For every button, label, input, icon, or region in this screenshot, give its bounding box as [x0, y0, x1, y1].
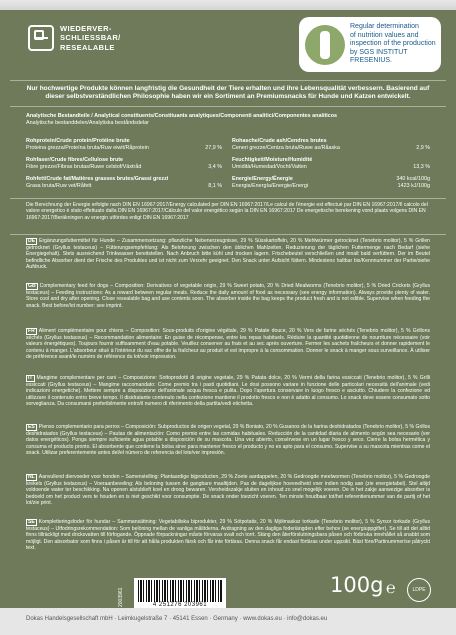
nutrition-right	[232, 138, 430, 190]
analytics-header-line2: Analytische bestanddelen/Analytiska beståndsdelar	[26, 119, 149, 126]
registration-line1: Regular determination	[350, 23, 419, 31]
divider	[10, 234, 446, 235]
sgs-logo-icon	[305, 25, 345, 65]
barcode-bars-icon	[138, 580, 222, 602]
nutrition-row: Rohasche/Crude ash/Cendres brutes Ceneri grezze/Ceniza bruta/Ruwe as/Råaska 2,9 %	[232, 138, 430, 151]
divider	[10, 106, 446, 107]
nutrition-left	[26, 138, 222, 190]
nutrition-row: Rohfett/Crude fat/Matières grasses brutes/Grassi grezzi Grasa bruta/Ruw vet/Råfett 8,1 %	[26, 176, 222, 189]
recycling-label: LDPE	[412, 587, 426, 593]
nutrition-row: Rohprotein/Crude protein/Protéine brute Proteina grezza/Proteína bruta/Ruw eiwit/Råprotein 27,9 %	[26, 138, 222, 151]
lang-block-it: IT Mangime complementare per cani – Composizione: Sottoprodotti di origine vegetale, 29 % Patata dolce, 20 % Vermi della farina essiccati (Tenebrio molitor), 5 % Grilli essiccati (Gryllus testaceus) – Mangime raccomandato: Come premio tra i pasti quotidiani. Le dosi possono variare in funzione delle particolari necessità dell'animale (vedi indicazioni energetiche). Mettere sempre a disposizione dell'animale acqua fresca e pulita. Dopo l'apertura conservare in luogo fresco e asciutto. Chiudere la confezione ed utilizzare il contenuto entro breve tempo. Il disidratante contenuto nella confezione mantiene il prodotto fresco e non è adatto al consumo. Lo snack deve essere consumato sotto sorveglianza. Da consumarsi preferibilmente entro/il numero di riferimento della partita/vedi etichetta.	[26, 375, 430, 407]
barcode-number: 4 251276 203961	[152, 602, 208, 608]
nutrition-row: Energie/Energy/Énergie Energia/Energía/Energie/Energi 340 kcal/100g 1423 kJ/100g	[232, 176, 430, 189]
net-weight: 100g	[330, 573, 384, 597]
divider	[10, 198, 446, 199]
lot-code: 2003961	[118, 587, 124, 607]
lang-block-es: ES Pienso complementario para perros – Composición: Subproductos de origen vegetal, 29 % Boniato, 20 % Gusanos de la harina deshidratados (Tenebrio molitor), 5 % Grillos deshidratados (Gryllus testaceus) – Pautas de alimentación: Como premio entre las comidas habituales. Reducción de la cantidad diaria de alimento según sea necesario (ver datos energéticos). Ponga siempre suficiente agua potable a disposición de su mascota. Una vez abierto, consérvese en un lugar fresco y seco. Cierre la bolsa hermética y consuma el producto pronto. El absorbente que contiene la bolsa sirve para mantener fresco el producto y no es apto para el consumo. Supervise a su mascota mientras come el snack. Utilizar preferentemente antes del/el número de referencia del lote/ver impresión.	[26, 424, 430, 456]
reseal-line2: SCHLIESSBAR/	[60, 33, 121, 43]
barcode	[134, 578, 226, 610]
manufacturer-address: Dokas Handelsgesellschaft mbH · Leimkugelstraße 7 · 45141 Essen · Germany · www.dokas.eu · info@dokas.eu	[26, 616, 328, 622]
estimated-sign-icon: ℮	[386, 580, 396, 597]
lang-block-se: SE Kompletteringsfoder för hundar – Sammansättning: Vegetabiliska biprodukter, 29 % Sötpotatis, 20 % Mjölmaskar torkade (Tenebrio molitor), 5 % Syrsor torkade (Gryllus testaceus) – Utfodringsrekommendation: Som belöning mellan de vanliga målitderna. Avdragning av den dagliga foderiängden efter behov (se energiuppgifter). Se till att det alltid finns tillräckligt med dricksvatten till förfogande. Öppnade förpackningar måste förvaras svalt och torrt. Stäng den återförslutningsbara påsen och förbruka innehållet så snabbt som möjligt. Den absorbator som finns i påsen är till för att hålla produkten färsk och får inte förtäras. Denna snack får endast förtäras under uppsikt. Bäst före/Partinummer/se påtryckt text.	[26, 519, 430, 551]
nutrition-row: Feuchtigkeit/Moisture/Humidité Umidità/Humedad/Vocht/Vatten 13,3 %	[232, 157, 430, 170]
lang-block-gb: GB Complementary feed for dogs – Composition: Derivatives of vegetable origin, 29 % Sweet potato, 20 % Dried Mealworms (Tenebrio molitor), 5 % Dried Crickets (Gryllus testaceus) – Feeding instructions: As a reward between regular meals. Reduce the daily amount of food as necessary (see energy information). Always provide plenty of water. Store cool and dry after opening. Close resealable bag and use contents soon. The absorber inside the bag keeps the product fresh and is not edible. Supervise when feeding the snack. Best before/lot number: see imprint.	[26, 283, 430, 309]
resealable-badge	[28, 15, 143, 61]
reseal-line3: RESEALABLE	[60, 42, 115, 52]
analytics-header-line1: Analytische Bestandteile / Analytical constituents/Constituants analytiques/Componenti analitici/Componentes analíticos	[26, 113, 338, 119]
registration-line3: inspection of the production	[350, 40, 436, 48]
lang-block-fr: FR Aliment complémentaire pour chiens – Composition: Sous-produits d'origine végétale, 29 % Patate douce, 20 % Vers de farine séchés (Tenebrio molitor), 5 % Grillons séchés (Gryllus testaceus) – Recommandation alimentaire: En guise de récompense, entre les repas habituels. Réduire la quantité quotidienne de nourriture nécessaire (voir valeurs énergétiques). Toujours fournir suffisamment d'eau potable. Veuillez conserver au frais et au sec après ouverture. Fermer les sachets fraîcheurs et donner rapidement le contenu à manger. L'absorbeur situé à l'intérieur du sac offre de la fraîcheur au produit et est impropre à la consommation. Donner le snack à manger sous surveillance. À utiliser de préférence avant/le numéro de référence du lot/voir impression.	[26, 328, 430, 360]
lang-block-nl: NL Aanvullend diervoeder voor honden – Samenstelling: Plantaardige bijproducten, 29 % Zoete aardappelen, 20 % Gedroogde meelwormen (Tenebrio molitor), 5 % Gedroogde krekels (Gryllus testaceus) – Voeraanbeveling: Als beloning tussen de gangbare maaltijden. Pas de dagelijkse hoeveelheid voer indien nodig aan (zie energietabel). Stel altijd voldoende water ter beschikking. Na openen alstublieft koel en droog bewaren. Versheidszakje sluiten en inhoud zo snel mogelijk voeren. De in het zakje aanwezige absorber is bedoeld om het product vers te houden en is niet geschikt voor consumptie. De snack onder toezicht voeren. Ten minste houdbaar tot/het referentienummer van de partij of het lot/zie print.	[26, 474, 430, 506]
divider	[10, 80, 446, 81]
recycling-icon	[407, 578, 431, 602]
reseal-line1: WIEDERVER-	[60, 23, 112, 33]
registration-line2: of nutrition values and	[350, 31, 419, 39]
energy-note: Die Berechnung der Energie erfolgte nach DIN EN 16967:2017/Energy calculated per DIN EN 16967:2017/Le calcul de l'énergie est effectué par DIN EN 16967:2017/Il calcolo del valore energetico è stato effettuato dalla DIN EN 16967:2017/Cálculo del valor energético según la DIN EN 16967:2017 De energetische berekening vond plaats volgens DIN EN 16967:2017/Beräkningen av energin utfördes enligt DIN EN 16967:2017	[26, 202, 428, 221]
nutrition-row: Rohfaser/Crude fibres/Cellulose brute Fibre grezze/Fibras brutas/Ruwe celstof/Växtråd 3,4 %	[26, 157, 222, 170]
tear-strip	[0, 0, 456, 10]
sgs-registration-badge	[299, 17, 441, 72]
registration-line4: by SGS INSTITUT FRESENIUS.	[350, 48, 408, 65]
reseal-icon	[28, 25, 54, 51]
intro-text: Nur hochwertige Produkte können langfristig die Gesundheit der Tiere erhalten und ihre Lebensqualität verbessern. Basierend auf dieser selbstverständlichen Philosophie haben wir ein Sortiment an Premiumsnacks für Hunde und Katzen entwickelt.	[26, 85, 430, 100]
lang-block-de: DE Ergänzungsfuttermittel für Hunde – Zusammensetzung: pflanzliche Nebenerzeugnisse, 29 % Süsskartoffeln, 20 % Mehlwürmer getrocknet (Tenebrio molitor), 5 % Grillen getrocknet (Gryllus testaceus) – Fütterungsempfehlung: Als Belohnung zwischen den üblichen Mahlzeiten. Reduzierung der täglichen Futtermenge nach Bedarf (siehe Energiegehalt). Stets ausreichend Trinkwasser bereitstellen. Nach Anbruch bitte kühl und trocken lagern. Frischebeutel verschließen und innalt bald verfüttern. Der im Beutel befindliche Absorber dient der Frische des Produktes und ist nicht zum Verzehr geeignet. Den Snack unter Aufsicht füttern. Mindestens haltbar bis/Kennnummer der Partie/siehe Aufdruck.	[26, 238, 430, 270]
analytics-header	[26, 113, 430, 126]
